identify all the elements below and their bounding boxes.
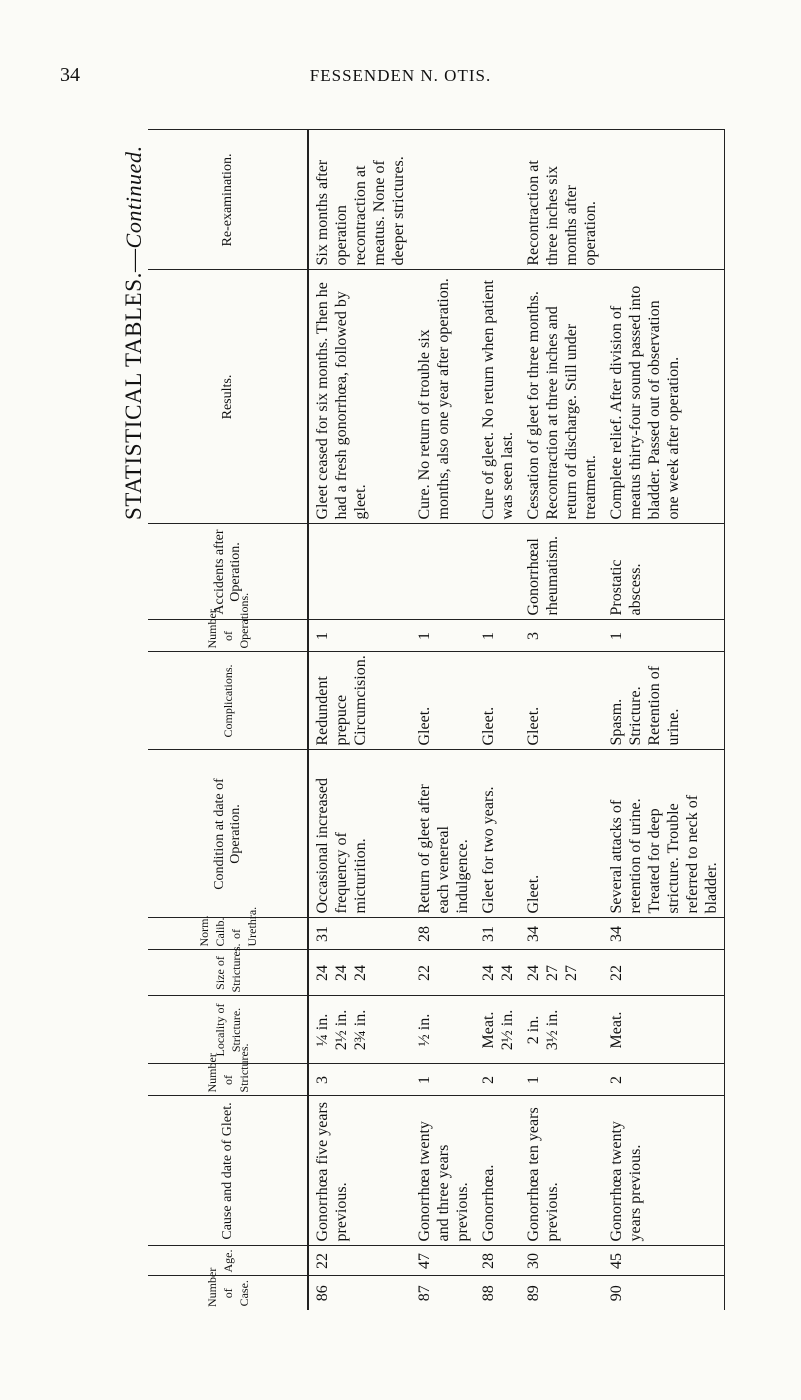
cell-condition: Return of gleet after each venereal indulgence. xyxy=(411,750,475,918)
page-number: 34 xyxy=(60,64,80,86)
cell-size: 24 24 24 xyxy=(308,950,411,996)
cell-condition: Gleet. xyxy=(520,750,603,918)
col-urethra: Norm. Calib. of Urethra. xyxy=(148,918,308,950)
cell-strictures: 2 xyxy=(603,1064,725,1096)
col-locality: Locality of Stricture. xyxy=(148,996,308,1064)
table-row xyxy=(308,130,411,1310)
cell-strictures: 1 xyxy=(520,1064,603,1096)
col-condition: Condition at date of Operation. xyxy=(148,750,308,918)
cell-results: Cure. No return of trouble six months, also one year after operation. xyxy=(411,270,475,524)
col-strictures: Number of Strictures. xyxy=(148,1064,308,1096)
cell-results: Cure of gleet. No return when patient was seen last. xyxy=(475,270,520,524)
cell-size: 24 24 xyxy=(475,950,520,996)
cell-results: Gleet ceased for six months. Then he had a fresh gonorrhœa, followed by gleet. xyxy=(308,270,411,524)
cell-results: Cessation of gleet for three months. Recontraction at three inches and return of discharge. Still under treatment. xyxy=(520,270,603,524)
table-row xyxy=(475,130,520,1310)
cell-cause: Gonorrhœa ten years previous. xyxy=(520,1096,603,1246)
cell-reexamination: Six months after operation recontraction at meatus. None of deeper strictures. xyxy=(308,130,411,270)
cell-urethra: 31 xyxy=(308,918,411,950)
cell-age: 45 xyxy=(603,1246,725,1276)
col-results: Results. xyxy=(148,270,308,524)
cell-locality: 2 in. 3½ in. xyxy=(520,996,603,1064)
cell-locality: ¼ in. 2½ in. 2¾ in. xyxy=(308,996,411,1064)
col-case: Number of Case. xyxy=(148,1276,308,1310)
cell-case: 89 xyxy=(520,1276,603,1310)
cell-size: 22 xyxy=(411,950,475,996)
col-age: Age. xyxy=(148,1246,308,1276)
cell-accidents xyxy=(475,524,520,620)
cell-size: 24 27 27 xyxy=(520,950,603,996)
cell-age: 47 xyxy=(411,1246,475,1276)
cell-complications: Spasm. Stricture. Retention of urine. xyxy=(603,652,725,750)
cell-reexamination xyxy=(411,130,475,270)
cell-reexamination xyxy=(475,130,520,270)
cell-urethra: 34 xyxy=(520,918,603,950)
cell-strictures: 2 xyxy=(475,1064,520,1096)
col-cause: Cause and date of Gleet. xyxy=(148,1096,308,1246)
cell-condition: Several attacks of retention of urine. Treated for deep stricture. Trouble referred to neck of bladder. xyxy=(603,750,725,918)
cell-complications: Gleet. xyxy=(475,652,520,750)
col-complications: Complications. xyxy=(148,652,308,750)
cell-operations: 3 xyxy=(520,620,603,652)
cell-age: 22 xyxy=(308,1246,411,1276)
cell-accidents: Prostatic abscess. xyxy=(603,524,725,620)
table-row xyxy=(603,130,725,1310)
cell-operations: 1 xyxy=(411,620,475,652)
cell-case: 90 xyxy=(603,1276,725,1310)
rotated-table-region xyxy=(148,130,748,1310)
cell-complications: Redundent prepuce Circumcision. xyxy=(308,652,411,750)
cell-operations: 1 xyxy=(603,620,725,652)
cell-age: 30 xyxy=(520,1246,603,1276)
cell-accidents: Gonorrhœal rheumatism. xyxy=(520,524,603,620)
table-body xyxy=(308,130,725,1310)
statistical-table xyxy=(148,130,725,1311)
running-title: FESSENDEN N. OTIS. xyxy=(309,66,492,85)
cell-condition: Occasional increased frequency of micturition. xyxy=(308,750,411,918)
cell-cause: Gonorrhœa. xyxy=(475,1096,520,1246)
cell-results: Complete relief. After division of meatus thirty-four sound passed into bladder. Passed out of observation one week after operation. xyxy=(603,270,725,524)
cell-urethra: 28 xyxy=(411,918,475,950)
col-operations: Number of Operations. xyxy=(148,620,308,652)
cell-cause: Gonorrhœa five years previous. xyxy=(308,1096,411,1246)
cell-complications: Gleet. xyxy=(411,652,475,750)
cell-accidents xyxy=(308,524,411,620)
cell-locality: ½ in. xyxy=(411,996,475,1064)
table-header-row xyxy=(148,130,308,1310)
cell-urethra: 31 xyxy=(475,918,520,950)
cell-case: 87 xyxy=(411,1276,475,1310)
col-accidents: Accidents after Operation. xyxy=(148,524,308,620)
cell-cause: Gonorrhœa twenty years previous. xyxy=(603,1096,725,1246)
cell-urethra: 34 xyxy=(603,918,725,950)
table-row xyxy=(520,130,603,1310)
cell-reexamination: Recontraction at three inches six months after operation. xyxy=(520,130,603,270)
cell-case: 86 xyxy=(308,1276,411,1310)
cell-locality: Meat. 2½ in. xyxy=(475,996,520,1064)
cell-cause: Gonorrhœa twenty and three years previous. xyxy=(411,1096,475,1246)
cell-operations: 1 xyxy=(475,620,520,652)
cell-age: 28 xyxy=(475,1246,520,1276)
side-title-main: STATISTICAL TABLES.— xyxy=(121,248,146,520)
cell-locality: Meat. xyxy=(603,996,725,1064)
cell-complications: Gleet. xyxy=(520,652,603,750)
cell-strictures: 1 xyxy=(411,1064,475,1096)
cell-strictures: 3 xyxy=(308,1064,411,1096)
cell-operations: 1 xyxy=(308,620,411,652)
table-row xyxy=(411,130,475,1310)
cell-accidents xyxy=(411,524,475,620)
cell-reexamination xyxy=(603,130,725,270)
col-reexamination: Re-examination. xyxy=(148,130,308,270)
cell-condition: Gleet for two years. xyxy=(475,750,520,918)
cell-size: 22 xyxy=(603,950,725,996)
cell-case: 88 xyxy=(475,1276,520,1310)
col-size: Size of Strictures. xyxy=(148,950,308,996)
side-title-continued: Continued. xyxy=(121,145,146,249)
